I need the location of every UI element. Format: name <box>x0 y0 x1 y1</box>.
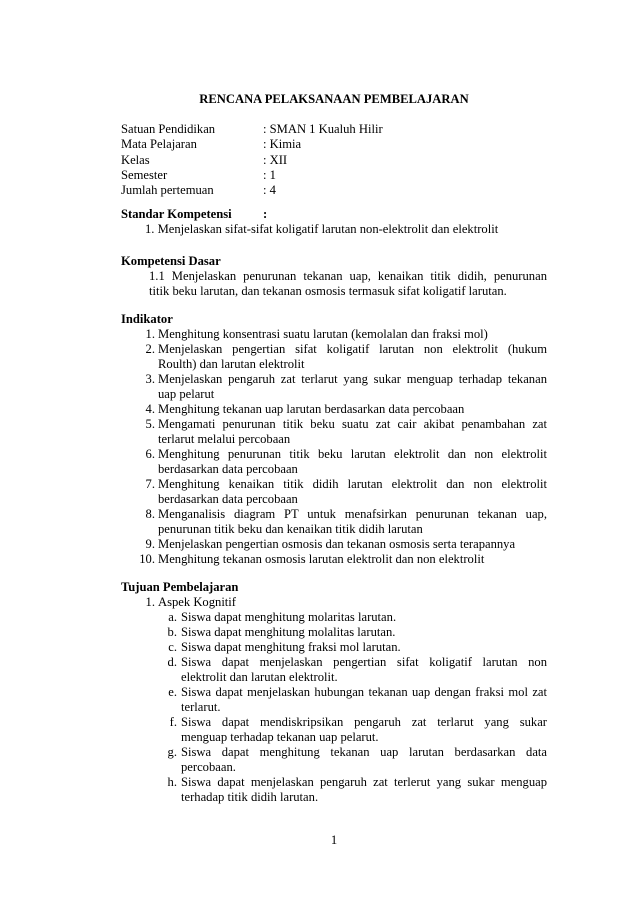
list-letter: a. <box>168 610 177 624</box>
list-item <box>121 610 547 625</box>
list-letter: h. <box>167 775 177 789</box>
list-line: menguap terhadap tekanan uap pelarut. <box>181 730 379 744</box>
heading-colon: : <box>263 207 268 221</box>
info-row <box>121 168 547 183</box>
list-item <box>121 477 547 507</box>
section-heading: Tujuan Pembelajaran <box>121 580 239 594</box>
list-number: 10. <box>139 552 155 566</box>
list-item <box>121 372 547 402</box>
section-heading: Indikator <box>121 312 173 326</box>
list-line: Menghitung penurunan titik beku larutan elektrolit dan non elektrolit <box>158 447 547 461</box>
list-line: penurunan titik beku dan kenaikan titik didih larutan <box>158 522 423 536</box>
standar-kompetensi-section <box>121 207 547 237</box>
list-item <box>121 625 547 640</box>
standar-kompetensi-item: 1. Menjelaskan sifat-sifat koligatif larutan non-elektrolit dan elektrolit <box>145 222 499 236</box>
list-line: Menjelaskan pengertian sifat koligatif larutan non elektrolit (hukum <box>158 342 547 356</box>
list-line: Roulth) dan larutan elektrolit <box>158 357 305 371</box>
indikator-list <box>121 327 547 567</box>
info-value: : SMAN 1 Kualuh Hilir <box>263 122 383 136</box>
list-item <box>121 640 547 655</box>
list-item <box>121 537 547 552</box>
list-item <box>121 552 547 567</box>
list-line: terhadap titik didih larutan. <box>181 790 319 804</box>
section-heading: Kompetensi Dasar <box>121 254 221 268</box>
list-line: Siswa dapat mendiskripsikan pengaruh zat terlarut yang sukar <box>181 715 547 729</box>
list-line: Siswa dapat menghitung molaritas larutan. <box>181 610 397 624</box>
list-number: 5. <box>145 417 155 431</box>
list-line: Menghitung tekanan uap larutan berdasarkan data percobaan <box>158 402 465 416</box>
info-label: Semester <box>121 167 168 182</box>
info-label: Jumlah pertemuan <box>121 183 214 198</box>
list-line: Siswa dapat menghitung molalitas larutan. <box>181 625 396 639</box>
list-line: percobaan. <box>181 760 236 774</box>
list-letter: e. <box>168 685 177 699</box>
standar-kompetensi-heading <box>121 207 547 222</box>
info-label: Satuan Pendidikan <box>121 122 216 136</box>
list-line: Mengamati penurunan titik beku suatu zat cair akibat penambahan zat <box>158 417 547 431</box>
list-item <box>121 327 547 342</box>
list-number: 8. <box>145 507 155 521</box>
list-letter: d. <box>167 655 177 669</box>
info-block <box>121 122 547 198</box>
document-title: RENCANA PELAKSANAAN PEMBELAJARAN <box>199 92 469 106</box>
list-letter: g. <box>167 745 177 759</box>
list-number: 9. <box>145 537 155 551</box>
kompetensi-dasar-section <box>121 254 547 299</box>
list-item <box>121 447 547 477</box>
list-line: Siswa dapat menghitung tekanan uap larutan berdasarkan data <box>181 745 547 759</box>
list-item <box>121 715 547 745</box>
list-number: 1. <box>145 595 155 609</box>
list-line: Siswa dapat menjelaskan pengaruh zat terlerut yang sukar menguap <box>181 775 547 789</box>
list-line: berdasarkan data percobaan <box>158 492 298 506</box>
list-number: 2. <box>145 342 155 356</box>
list-letter: c. <box>168 640 177 654</box>
list-line: terlarut melalui percobaan <box>158 432 291 446</box>
list-line: terlarut. <box>181 700 221 714</box>
list-item <box>121 417 547 447</box>
list-number: 7. <box>145 477 155 491</box>
list-letter: f. <box>169 715 177 729</box>
section-heading: Standar Kompetensi <box>121 207 232 221</box>
list-line: berdasarkan data percobaan <box>158 462 298 476</box>
list-number: 3. <box>145 372 155 386</box>
indikator-section <box>121 312 547 567</box>
list-item <box>121 507 547 537</box>
page-number: 1 <box>330 833 338 847</box>
aspek-label: Aspek Kognitif <box>158 595 237 609</box>
tujuan-pembelajaran-section <box>121 580 547 805</box>
list-item <box>121 745 547 775</box>
kompetensi-dasar-line: 1.1 Menjelaskan penurunan tekanan uap, kenaikan titik didih, penurunan <box>149 269 547 283</box>
info-label: Kelas <box>121 152 150 167</box>
list-line: Menghitung tekanan osmosis larutan elektrolit dan non elektrolit <box>158 552 485 566</box>
info-label: Mata Pelajaran <box>121 137 197 152</box>
list-item <box>121 402 547 417</box>
info-row <box>121 183 547 198</box>
list-line: uap pelarut <box>158 387 215 401</box>
list-number: 1. <box>145 327 155 341</box>
list-line: Menjelaskan pengaruh zat terlarut yang sukar menguap terhadap tekanan <box>158 372 547 386</box>
aspek-heading <box>121 595 547 610</box>
kompetensi-dasar-line: titik beku larutan, dan tekanan osmosis termasuk sifat koligatif larutan. <box>149 284 507 298</box>
info-value: : Kimia <box>263 137 302 152</box>
info-value: : XII <box>263 152 288 167</box>
info-row <box>121 122 547 137</box>
list-line: Menganalisis diagram PT untuk menafsirkan penurunan tekanan uap, <box>158 507 547 521</box>
list-letter: b. <box>167 625 177 639</box>
list-line: Menghitung kenaikan titik didih larutan elektrolit dan non elektrolit <box>158 477 547 491</box>
info-row <box>121 153 547 168</box>
list-line: Siswa dapat menghitung fraksi mol larutan. <box>181 640 401 654</box>
list-item <box>121 685 547 715</box>
list-line: Menghitung konsentrasi suatu larutan (kemolalan dan fraksi mol) <box>158 327 488 341</box>
info-value: : 1 <box>263 167 276 182</box>
list-number: 4. <box>145 402 155 416</box>
tujuan-list <box>121 610 547 805</box>
list-item <box>121 775 547 805</box>
list-item <box>121 342 547 372</box>
list-number: 6. <box>145 447 155 461</box>
list-line: Menjelaskan pengertian osmosis dan tekanan osmosis serta terapannya <box>158 537 516 551</box>
info-row <box>121 137 547 152</box>
list-item <box>121 655 547 685</box>
info-value: : 4 <box>263 183 276 198</box>
list-line: Siswa dapat menjelaskan pengertian sifat koligatif larutan non <box>181 655 547 669</box>
list-line: elektrolit dan larutan elektrolit. <box>181 670 338 684</box>
list-line: Siswa dapat menjelaskan hubungan tekanan uap dengan fraksi mol zat <box>181 685 547 699</box>
